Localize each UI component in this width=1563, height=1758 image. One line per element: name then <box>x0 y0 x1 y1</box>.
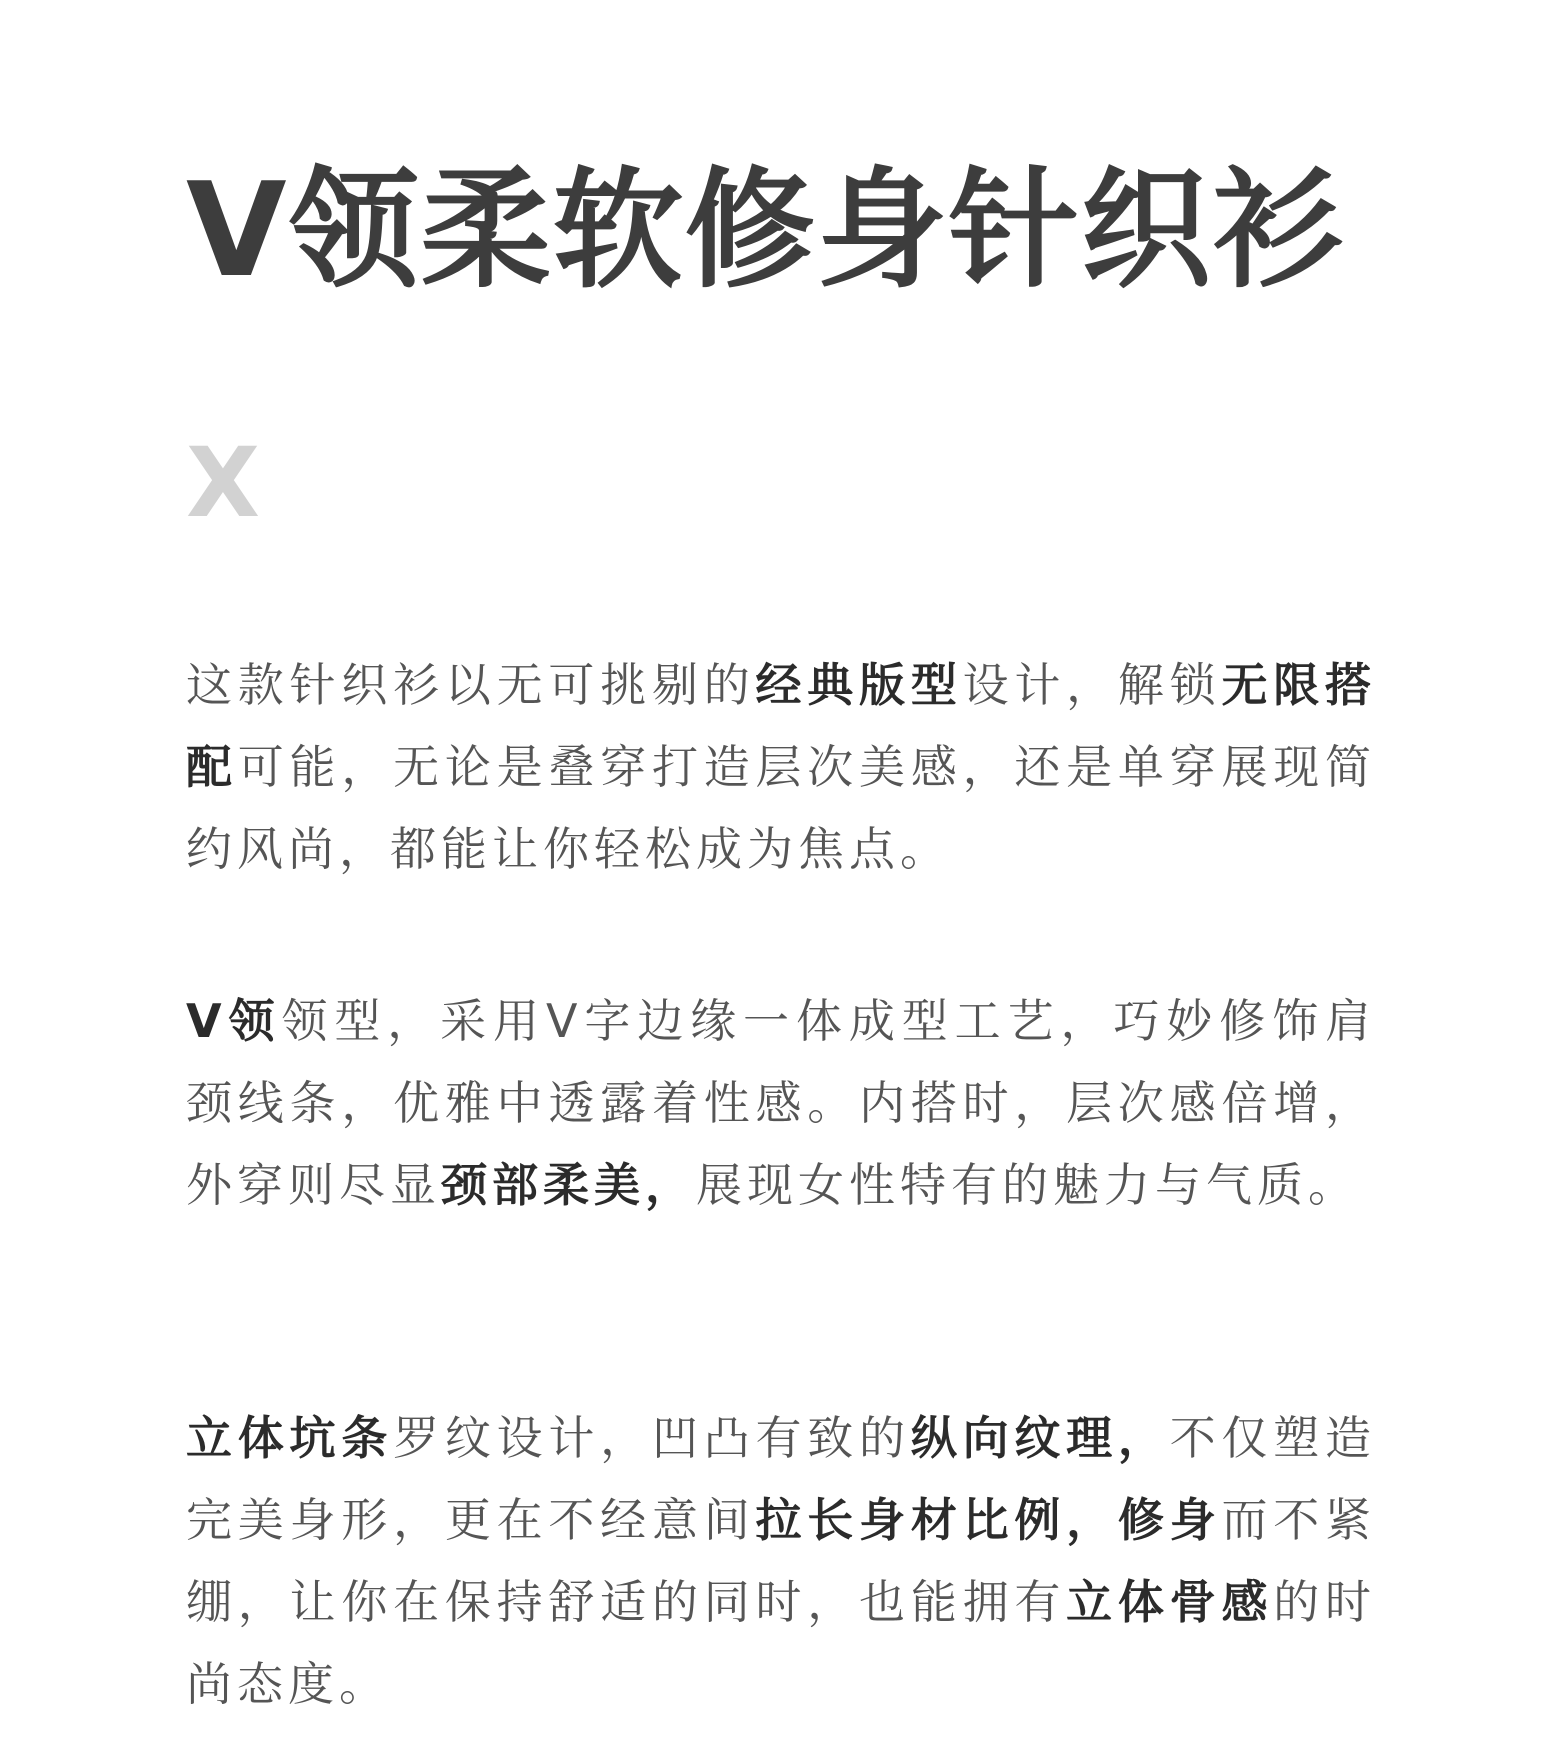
paragraph-v-neck <box>186 980 1376 1226</box>
page-title: V领柔软修身针织衫 <box>186 154 1345 306</box>
text-segment: 而不紧绷，让你在保持舒适的同时，也能拥有 <box>186 1493 1377 1629</box>
paragraph-ribbed-texture <box>186 1397 1376 1725</box>
text-segment: 展现女性特有的魅力与气质。 <box>696 1158 1359 1212</box>
text-segment: 这款针织衫以无可挑剔的 <box>186 658 756 712</box>
highlight-proportion: 拉长身材比例，修身 <box>755 1493 1222 1547</box>
highlight-neck-beauty: 颈部柔美， <box>441 1158 696 1212</box>
paragraph-classic-fit <box>186 644 1376 890</box>
text-segment: 可能，无论是叠穿打造层次美感，还是单穿展现简约风尚，都能让你轻松成为焦点。 <box>186 740 1377 876</box>
text-segment: 罗纹设计，凹凸有致的 <box>393 1411 911 1465</box>
text-segment: 的时尚态度。 <box>186 1575 1377 1711</box>
text-segment: 不仅塑造完美身形，更在不经意间 <box>186 1411 1377 1547</box>
highlight-unlimited-matching: 无限搭配 <box>186 658 1377 794</box>
highlight-bone-feel: 立体骨感 <box>1066 1575 1274 1629</box>
highlight-classic-fit: 经典版型 <box>755 658 963 712</box>
text-segment: 设计，解锁 <box>962 658 1222 712</box>
highlight-vertical-texture: 纵向纹理， <box>910 1411 1170 1465</box>
text-segment: 领型，采用V字边缘一体成型工艺，巧妙修饰肩颈线条，优雅中透露着性感。内搭时，层次感倍增，外穿则尽显 <box>186 994 1377 1212</box>
highlight-v-neck: V领 <box>186 994 282 1048</box>
decorative-x-mark: X <box>186 427 261 539</box>
highlight-ribbed: 立体坑条 <box>186 1411 394 1465</box>
